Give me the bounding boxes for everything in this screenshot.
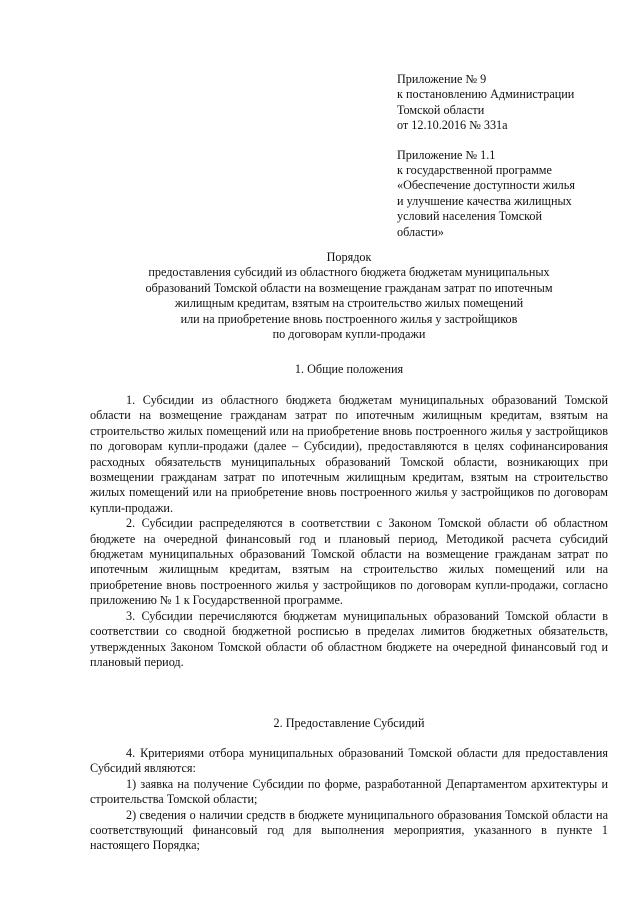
paragraph-3: 3. Субсидии перечисляются бюджетам муниципальных образований Томской области в соответствии со сводной бюджетной росписью в пределах лимитов бюджетных обязательств, утвержденных Законом Томской области об областном бюджете на очередной финансовый год и плановый период.	[90, 608, 608, 669]
title-line: Порядок	[326, 250, 372, 264]
section-heading-general: 1. Общие положения	[294, 362, 404, 376]
section-provision-body	[90, 746, 608, 854]
approval-line: Томской области	[397, 102, 485, 117]
title-line: по договорам купли-продажи	[272, 327, 426, 342]
list-item-2: 2) сведения о наличии средств в бюджете муниципального образования Томской области на соответствующий финансовый год для выполнения мероприятия, указанного в пункте 1 настоящего Порядка;	[90, 807, 608, 853]
approval-line: к постановлению Администрации	[397, 87, 575, 102]
paragraph-2: 2. Субсидии распределяются в соответствии с Законом Томской области об областном бюджете на очередной финансовый год и плановый период, Методикой расчета субсидий бюджетам муниципальных образований Томской области на возмещение гражданам затрат по ипотечным жилищным кредитам, взятым на строительство жилых помещений или на приобретение вновь построенного жилья у застройщиков по договорам купли-продажи, согласно приложению № 1 к Государственной программе.	[90, 516, 608, 608]
list-item-1: 1) заявка на получение Субсидии по форме, разработанной Департаментом архитектуры и строительства Томской области;	[90, 776, 608, 807]
document-title	[90, 250, 608, 342]
approval-line: условий населения Томской	[397, 209, 543, 224]
section-heading-provision: 2. Предоставление Субсидий	[273, 716, 425, 730]
approval-line: к государственной программе	[397, 163, 552, 178]
approval-line: от 12.10.2016 № 331а	[397, 118, 508, 133]
approval-line: области»	[397, 224, 444, 239]
paragraph-1: 1. Субсидии из областного бюджета бюджетам муниципальных образований Томской области на возмещение гражданам затрат по ипотечным жилищным кредитам, взятым на строительство жилых помещений или на приобретение вновь построенного жилья у застройщиков по договорам купли-продажи (далее – Субсидии), предоставляются в целях софинансирования расходных обязательств муниципальных образований Томской области, возникающих при возмещении гражданам затрат по ипотечным жилищным кредитам, взятым на строительство жилых помещений или на приобретение вновь построенного жилья у застройщиков по договорам купли-продажи.	[90, 393, 608, 515]
title-line: предоставления субсидий из областного бюджета бюджетам муниципальных	[148, 265, 550, 280]
approval-line: Приложение № 1.1	[397, 147, 496, 162]
section-general-body	[90, 393, 608, 670]
approval-line: и улучшение качества жилищных	[397, 193, 572, 208]
paragraph-4: 4. Критериями отбора муниципальных образований Томской области для предоставления Субсидий являются:	[90, 746, 608, 776]
title-line: жилищным кредитам, взятым на строительство жилых помещений	[174, 296, 524, 311]
approval-gap	[397, 134, 612, 148]
title-line: образований Томской области на возмещение гражданам затрат по ипотечным	[145, 280, 553, 295]
approval-stamp	[397, 72, 612, 240]
title-line: или на приобретение вновь построенного жилья у застройщиков	[180, 311, 518, 326]
approval-line: «Обеспечение доступности жилья	[397, 178, 575, 193]
approval-line: Приложение № 9	[397, 72, 487, 86]
